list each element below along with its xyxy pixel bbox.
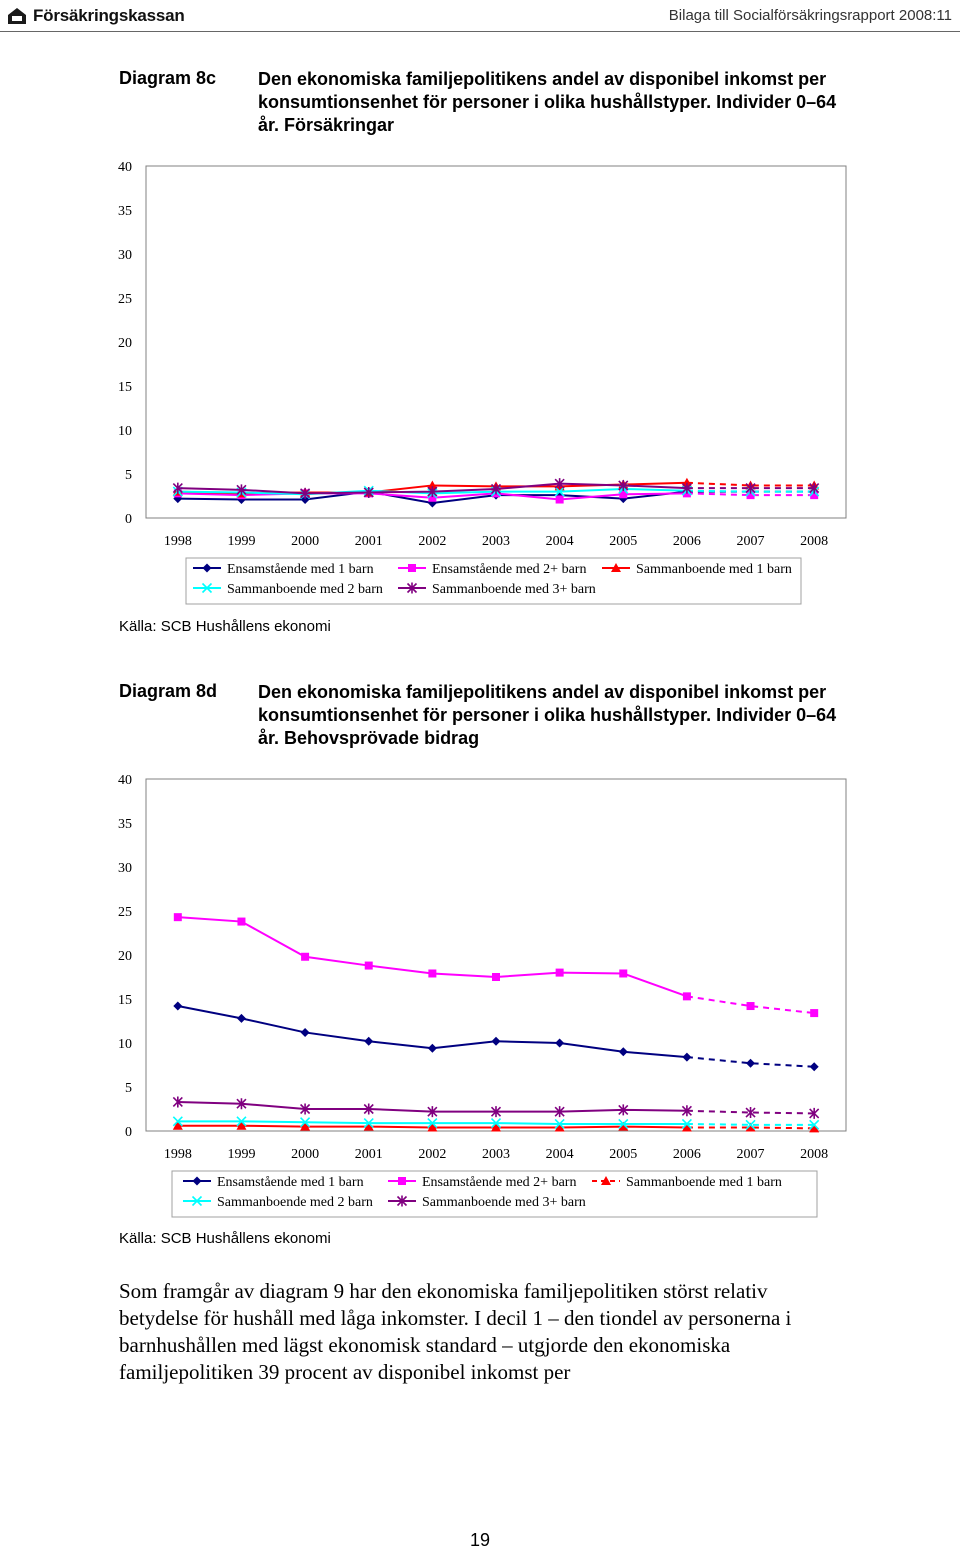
legend-label: Sammanboende med 2 barn [227,582,383,597]
legend-marker [408,564,416,572]
data-point [237,918,245,926]
y-tick-label: 5 [125,1081,132,1096]
y-tick-label: 20 [118,336,132,351]
y-tick-label: 15 [118,380,132,395]
legend-label: Sammanboende med 2 barn [217,1195,373,1210]
x-tick-label: 2002 [418,534,447,549]
legend-label: Sammanboende med 1 barn [636,562,792,577]
diagram-c-label: Diagram 8c [119,68,217,88]
data-point [301,953,309,961]
data-point [492,973,500,981]
y-tick-label: 5 [125,468,132,483]
logo-mark-icon [6,6,28,26]
legend-label: Ensamstående med 1 barn [217,1175,364,1190]
diagram-d-source: Källa: SCB Hushållens ekonomi [119,1230,331,1247]
data-point [556,969,564,977]
y-tick-label: 40 [118,160,132,175]
x-tick-label: 2002 [418,1147,447,1162]
plot-area [146,166,846,518]
y-tick-label: 25 [118,905,132,920]
legend-label: Ensamstående med 1 barn [227,562,374,577]
y-tick-label: 10 [118,424,132,439]
x-tick-label: 2004 [545,534,574,549]
y-tick-label: 30 [118,861,132,876]
x-tick-label: 2000 [291,534,320,549]
data-point [619,969,627,977]
x-tick-label: 2003 [482,1147,510,1162]
x-tick-label: 1999 [227,1147,256,1162]
legend [186,558,801,604]
y-tick-label: 35 [118,817,132,832]
plot-area [146,779,846,1131]
page-number: 19 [469,1530,491,1550]
data-point [174,913,182,921]
y-tick-label: 25 [118,292,132,307]
header-divider [0,31,960,32]
body-paragraph: Som framgår av diagram 9 har den ekonomiska familjepolitiken störst relativ betydelse för hushåll med låga inkomster. I decil 1 – den tiondel av personerna i barnhushållen med lägst ekonomisk standard – utgjorde den ekonomiska familjepolitiken 39 procent av disponibel inkomst per [119,1279,792,1384]
x-tick-label: 2006 [672,1147,701,1162]
page-header [0,0,960,32]
x-tick-label: 2006 [672,534,701,549]
legend-label: Ensamstående med 2+ barn [422,1175,577,1190]
x-tick-label: 2005 [609,1147,638,1162]
diagram-c-title: Den ekonomiska familjepolitikens andel av disponibel inkomst per konsumtionsenhet för personer i olika hushållstyper. Individer 0–64 år. Försäkringar [258,69,837,135]
diagram-d-title: Den ekonomiska familjepolitikens andel av disponibel inkomst per konsumtionsenhet för personer i olika hushållstyper. Individer 0–64 år. Behovsprövade bidrag [258,682,837,748]
y-tick-label: 20 [118,949,132,964]
x-tick-label: 2000 [291,1147,320,1162]
x-tick-label: 2005 [609,534,638,549]
x-tick-label: 2007 [736,534,765,549]
legend-label: Ensamstående med 2+ barn [432,562,587,577]
y-tick-label: 35 [118,204,132,219]
x-tick-label: 1998 [163,534,192,549]
x-tick-label: 2001 [354,534,383,549]
legend [172,1171,817,1217]
report-title: Bilaga till Socialförsäkringsrapport 2008:11 [668,7,952,24]
data-point [683,992,691,1000]
legend-marker [398,1177,406,1185]
logo [6,5,185,27]
logo-text: Försäkringskassan [33,6,185,25]
x-tick-label: 2001 [354,1147,383,1162]
x-tick-label: 1998 [163,1147,192,1162]
legend-label: Sammanboende med 3+ barn [422,1195,586,1210]
data-point [556,496,564,504]
x-tick-label: 1999 [227,534,256,549]
legend-label: Sammanboende med 1 barn [626,1175,782,1190]
diagram-d-chart [0,763,960,1243]
diagram-d-label: Diagram 8d [119,681,218,701]
x-tick-label: 2004 [545,1147,574,1162]
x-tick-label: 2003 [482,534,510,549]
x-tick-label: 2008 [800,534,829,549]
y-tick-label: 0 [125,1125,132,1140]
data-point [428,969,436,977]
x-tick-label: 2008 [800,1147,829,1162]
y-tick-label: 30 [118,248,132,263]
y-tick-label: 15 [118,993,132,1008]
data-point [365,962,373,970]
data-point [747,1002,755,1010]
diagram-c-chart [0,150,960,630]
x-tick-label: 2007 [736,1147,765,1162]
diagram-c-source: Källa: SCB Hushållens ekonomi [119,618,331,635]
legend-label: Sammanboende med 3+ barn [432,582,596,597]
y-tick-label: 40 [118,773,132,788]
y-tick-label: 10 [118,1037,132,1052]
data-point [810,1009,818,1017]
y-tick-label: 0 [125,512,132,527]
